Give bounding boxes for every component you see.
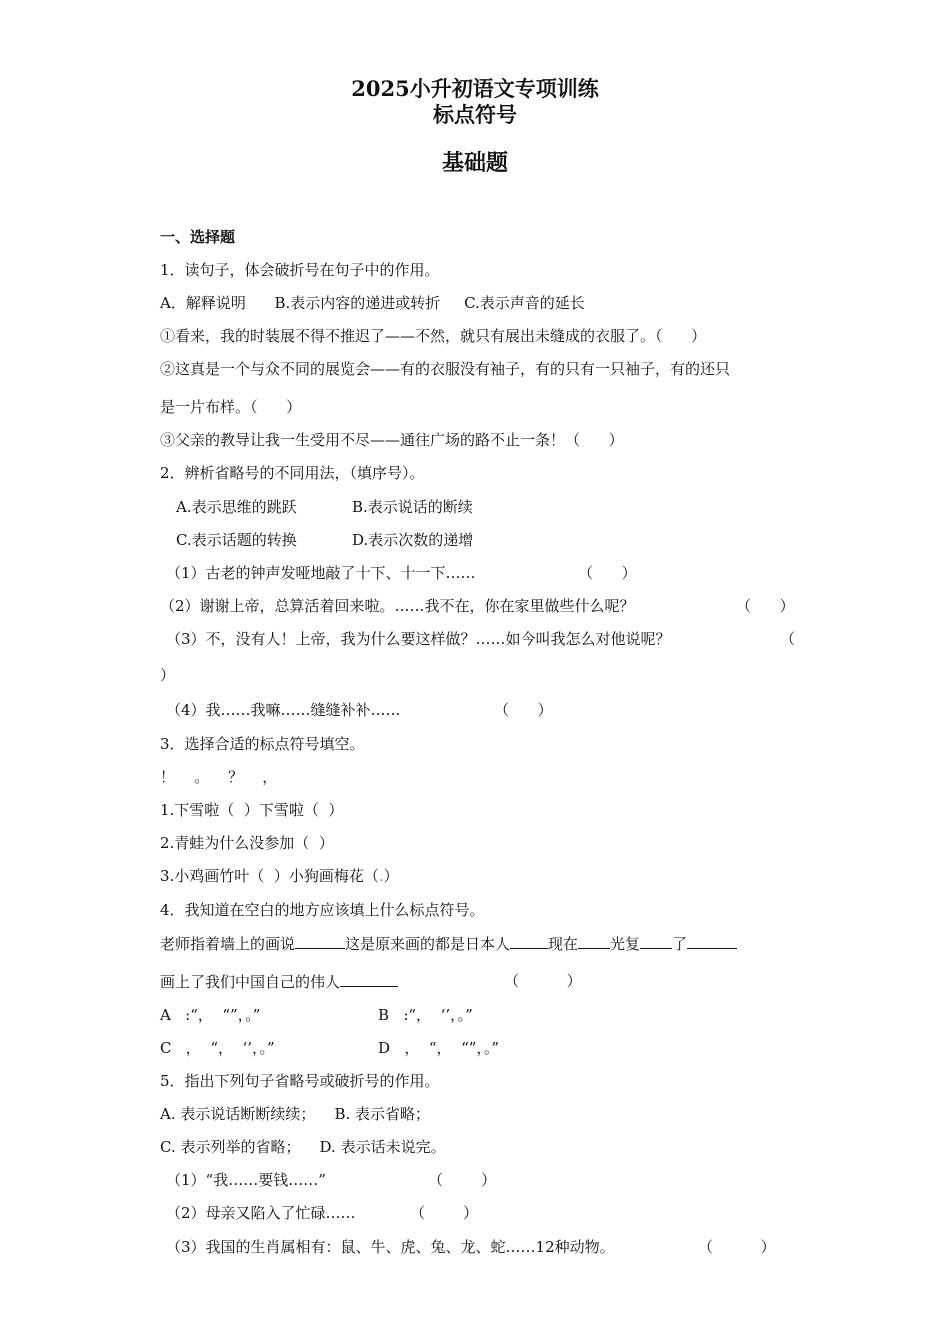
q3-item-3-dot: . [378,867,384,885]
q2-option-c: C.表示话题的转换 [176,531,297,549]
q4-blank-4 [640,932,672,949]
q5-options-cd: C. 表示列举的省略； D. 表示话未说完。 [160,1138,446,1156]
q5-item-2: （2）母亲又陷入了忙碌…… [166,1204,356,1222]
q3-stem: 3．选择合适的标点符号填空。 [160,735,365,753]
section-title: 一、选择题 [160,228,236,246]
q1-sentence-1: ①看来，我的时装展不得不推迟了——不然，就只有展出未缝成的衣服了。（ ） [160,327,707,345]
q4-text-1: 老师指着墙上的画说 [160,935,296,953]
q2-item-1: （1）古老的钟声发哑地敲了十下、十一下…… [166,564,476,582]
q3-punctuation-marks: ！ 。 ？ ， [160,768,278,786]
q2-item-1-paren: （ ） [578,564,637,582]
q4-blank-3 [578,932,610,949]
q3-item-3 [160,865,796,887]
q5-stem: 5．指出下列句子省略号或破折号的作用。 [160,1072,440,1090]
q2-item-4-paren: （ ） [494,701,553,719]
q1-sentence-3: ③父亲的教导让我一生受用不尽——通往广场的路不止一条！（ ） [160,431,624,449]
q1-stem: 1．读句子，体会破折号在句子中的作用。 [160,261,440,279]
q4-blank-6 [340,970,398,987]
q2-item-3-paren-open: （ [780,630,796,648]
q4-blank-2 [510,932,548,949]
q2-option-d: D.表示次数的递增 [352,531,474,549]
q4-option-b: B :“， ‘’，。” [378,1006,473,1024]
q2-option-b: B.表示说话的断续 [352,498,473,516]
q1-options: A．解释说明 B.表示内容的递进或转折 C.表示声音的延长 [160,294,585,312]
q5-item-2-paren: （ ） [410,1204,479,1222]
q2-option-a: A.表示思维的跳跃 [176,498,297,516]
q4-blank-1 [295,932,345,949]
q5-options-ab: A. 表示说话断断续续； B. 表示省略； [160,1105,431,1123]
q4-text-5: 了 [672,935,688,953]
section-heading: 基础题 [441,150,508,176]
q4-sentence-line-1 [160,932,796,955]
q2-stem: 2．辨析省略号的不同用法，（填序号）。 [160,464,425,482]
q5-item-1-paren: （ ） [428,1171,497,1189]
q4-option-c: C ， “， ‘’，。” [160,1039,275,1057]
q1-sentence-2: ②这真是一个与众不同的展览会——有的衣服没有袖子，有的只有一只袖子，有的还只 [160,360,731,378]
q5-item-3: （3）我国的生肖属相有：鼠、牛、虎、兔、龙、蛇……12种动物。 [166,1238,615,1256]
q2-item-3-paren-close: ） [160,666,176,684]
q5-item-1: （1）“我……要钱……” [166,1171,326,1189]
q4-answer-paren: （ ） [504,972,582,990]
q2-item-2-paren: （ ） [736,597,795,615]
q4-blank-5 [687,932,737,949]
q4-text-3: 现在 [548,935,579,953]
q4-option-a: A :“， “”，。” [160,1006,261,1024]
q3-item-1: 1.下雪啦（ ）下雪啦（ ） [160,801,344,819]
q3-item-3-text: 3.小鸡画竹叶（ ）小狗画梅花（ [160,867,379,885]
document-subtitle: 标点符号 [433,102,517,127]
q2-item-4: （4）我……我嘛……缝缝补补…… [166,701,401,719]
q4-sentence-line-2 [160,970,796,993]
q4-stem: 4．我知道在空白的地方应该填上什么标点符号。 [160,901,485,919]
q4-text-2: 这是原来画的都是日本人 [345,935,511,953]
q3-item-3-close: ） [383,867,399,885]
q4-text-6: 画上了我们中国自己的伟人 [160,973,341,991]
q1-sentence-2-cont: 是一片布样。（ ） [160,398,302,416]
q5-item-3-paren: （ ） [698,1238,776,1256]
q2-item-3: （3）不，没有人！上帝，我为什么要这样做？……如今叫我怎么对他说呢？ [166,630,671,648]
q4-text-4: 光复 [610,935,641,953]
q3-item-2: 2.青蛙为什么没参加（ ） [160,834,334,852]
q2-item-2: （2）谢谢上帝，总算活着回来啦。……我不在，你在家里做些什么呢？ [160,597,635,615]
q4-option-d: D ， “， “”，。” [378,1039,500,1057]
document-title: 2025小升初语文专项训练 [351,76,599,101]
